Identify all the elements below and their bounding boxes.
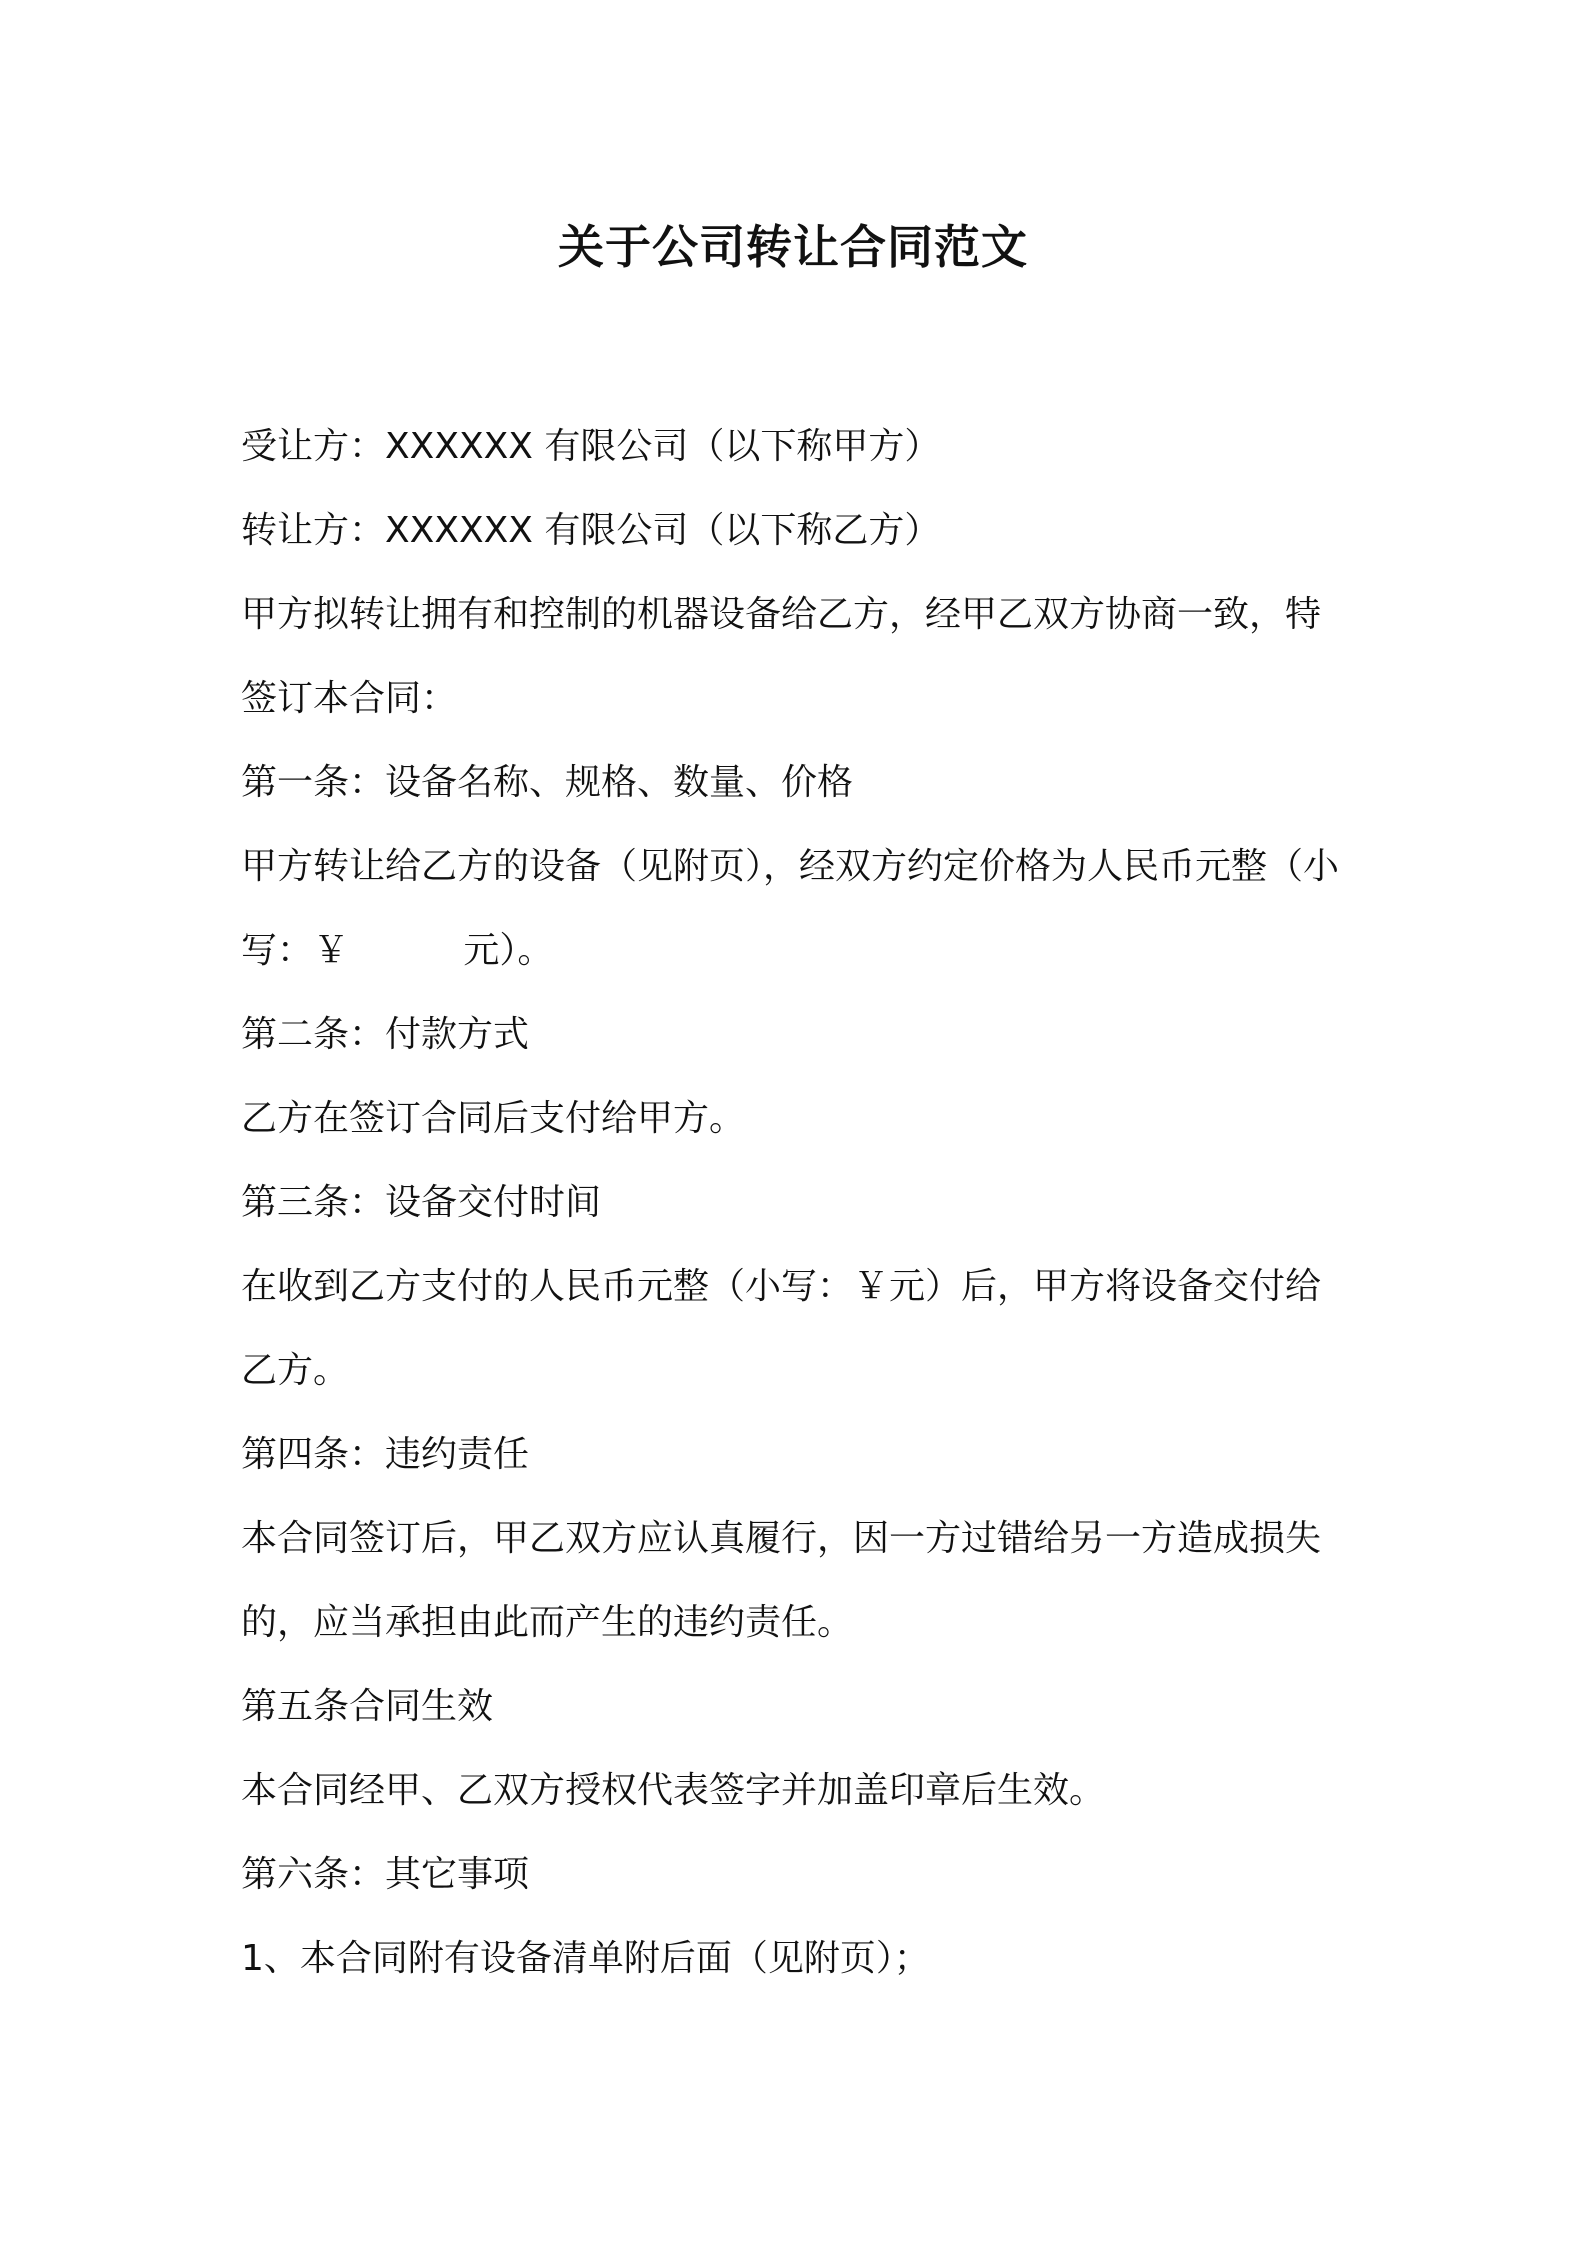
party-a-line: 受让方：XXXXXX 有限公司（以下称甲方） [241,426,941,467]
article-5-heading: 第五条合同生效 [241,1686,494,1727]
article-3-text-line-2: 乙方。 [241,1350,350,1391]
preamble-line-1: 甲方拟转让拥有和控制的机器设备给乙方，经甲乙双方协商一致，特 [241,594,1322,635]
article-1-text-line-1: 甲方转让给乙方的设备（见附页），经双方约定价格为人民币元整（小 [241,846,1340,887]
article-2-heading: 第二条：付款方式 [241,1014,530,1055]
article-2-text: 乙方在签订合同后支付给甲方。 [241,1098,746,1139]
article-6-heading: 第六条：其它事项 [241,1854,530,1895]
party-b-line: 转让方：XXXXXX 有限公司（以下称乙方） [241,510,941,551]
article-6-item-1: 1、本合同附有设备清单附后面（见附页）； [241,1938,930,1979]
article-1-heading: 第一条：设备名称、规格、数量、价格 [241,762,854,803]
article-3-text-line-1: 在收到乙方支付的人民币元整（小写：￥元）后，甲方将设备交付给 [241,1266,1322,1307]
document-title: 关于公司转让合同范文 [558,220,1028,274]
article-5-text: 本合同经甲、乙双方授权代表签字并加盖印章后生效。 [241,1770,1106,1811]
document-body [241,405,1371,2001]
article-4-heading: 第四条：违约责任 [241,1434,530,1475]
article-4-text-line-2: 的，应当承担由此而产生的违约责任。 [241,1602,854,1643]
preamble-line-2: 签订本合同： [241,678,458,719]
article-1-text-line-2: 写：￥ 元）。 [241,930,554,971]
article-4-text-line-1: 本合同签订后，甲乙双方应认真履行，因一方过错给另一方造成损失 [241,1518,1322,1559]
article-3-heading: 第三条：设备交付时间 [241,1182,602,1223]
